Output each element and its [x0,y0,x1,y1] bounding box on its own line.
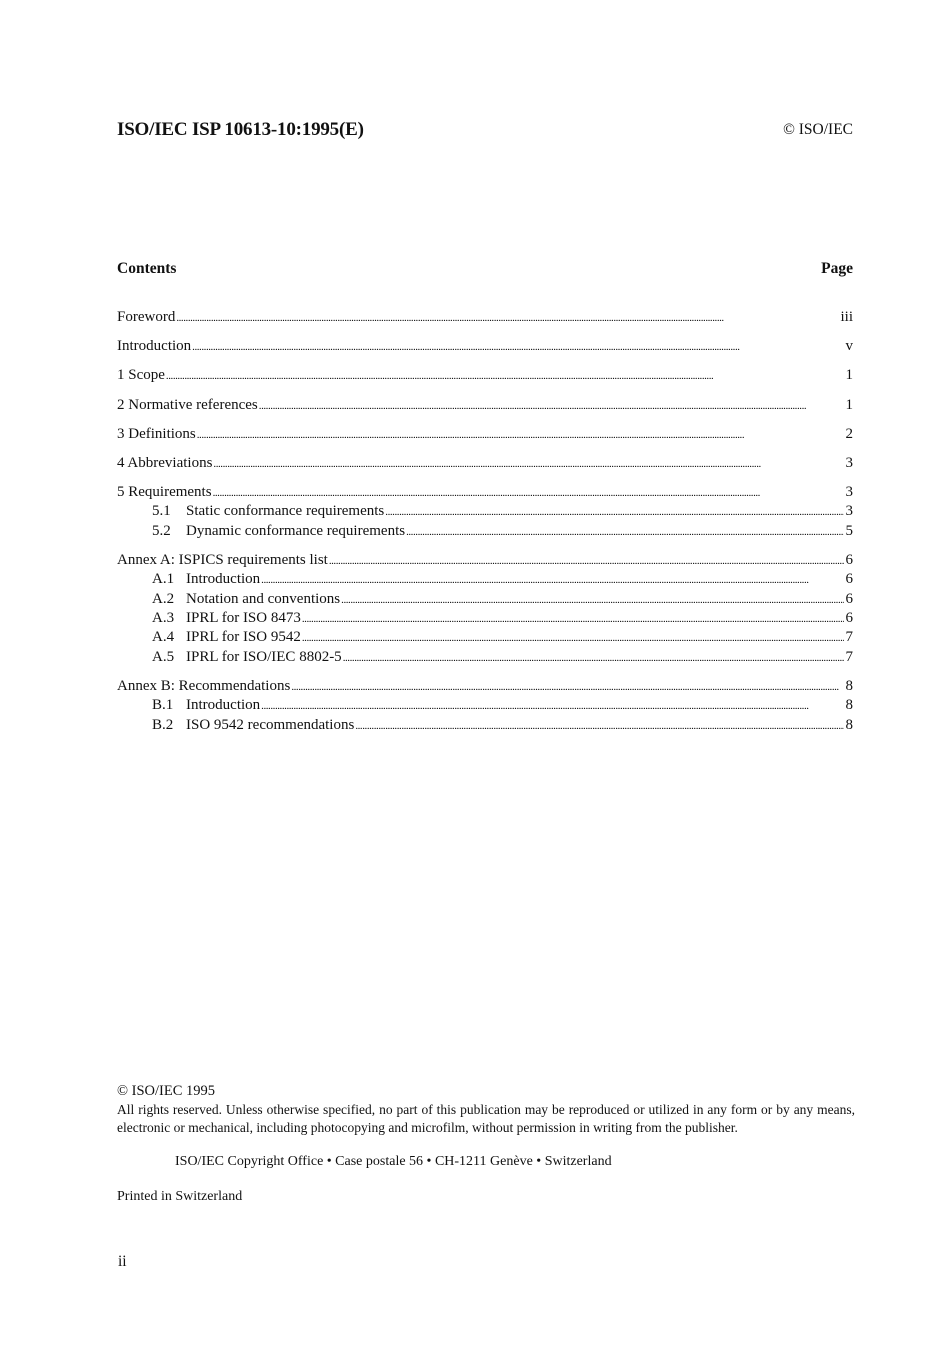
toc-entry-page: 6 [845,571,853,587]
toc-entry-title: IPRL for ISO 9542 [186,629,301,645]
dot-leader [343,648,844,666]
toc-entry-title: Annex B: Recommendations [117,678,291,694]
toc-entry-page: 1 [845,367,853,383]
dot-leader [192,337,844,355]
toc-entry[interactable] [117,306,853,326]
toc-entry-page: 6 [845,552,853,568]
toc-entry-page: 8 [845,678,853,694]
toc-entry-page: 5 [845,523,853,539]
dot-leader [261,570,844,588]
document-id: ISO/IEC ISP 10613-10:1995(E) [117,119,364,140]
toc-entry[interactable] [152,626,853,646]
toc-entry-title: Introduction [186,571,261,587]
dot-leader [329,551,844,569]
toc-entry[interactable] [117,481,853,501]
toc-entry-page: 7 [845,649,853,665]
toc-entry-title: 1 Scope [117,367,165,383]
dot-leader [176,308,839,326]
toc-entry[interactable] [152,646,853,666]
toc-entry[interactable] [117,423,853,443]
contents-heading: Contents [117,260,177,277]
dot-leader [355,716,844,734]
dot-leader [385,502,844,520]
toc-entry[interactable] [152,607,853,627]
page-column-heading: Page [821,260,853,277]
toc-entry-page: 2 [845,426,853,442]
toc-entry[interactable] [152,520,853,540]
dot-leader [213,483,844,501]
toc-entry-number: A.5 [152,649,175,665]
toc-entry[interactable] [117,675,853,695]
toc-entry-title: 3 Definitions [117,426,196,442]
toc-entry-title: IPRL for ISO 8473 [186,610,301,626]
toc-entry[interactable] [117,452,853,472]
toc-entry-page: v [845,338,853,354]
dot-leader [259,396,844,414]
toc-entry[interactable] [152,568,853,588]
toc-entry-page: 1 [845,397,853,413]
toc-entry-number: B.1 [152,697,174,713]
toc-entry-number: 5.2 [152,523,171,539]
toc-entry-page: 3 [845,484,853,500]
dot-leader [291,677,844,695]
toc-entry-title: 4 Abbreviations [117,455,213,471]
dot-leader [213,454,844,472]
toc-entry-title: ISO 9542 recommendations [186,717,355,733]
toc-entry-number: A.3 [152,610,175,626]
printed-in: Printed in Switzerland [117,1189,243,1204]
toc-entry-page: 6 [845,610,853,626]
toc-entry[interactable] [152,714,853,734]
toc-entry[interactable] [117,394,853,414]
toc-entry-title: IPRL for ISO/IEC 8802-5 [186,649,342,665]
dot-leader [261,696,844,714]
dot-leader [166,366,844,384]
toc-entry-page: 6 [845,591,853,607]
toc-entry-title: Introduction [117,338,192,354]
header-copyright: © ISO/IEC [783,121,853,138]
toc-entry[interactable] [117,364,853,384]
toc-entry[interactable] [117,335,853,355]
dot-leader [302,609,844,627]
toc-entry-page: 8 [845,717,853,733]
toc-entry-title: 2 Normative references [117,397,258,413]
toc-entry-page: 3 [845,455,853,471]
dot-leader [341,590,844,608]
toc-entry-page: iii [840,309,853,325]
toc-entry-number: B.2 [152,717,174,733]
toc-header [117,260,853,278]
toc-entry-number: 5.1 [152,503,171,519]
toc-entry-title: Annex A: ISPICS requirements list [117,552,328,568]
footer-copyright: © ISO/IEC 1995 [117,1083,216,1099]
toc-entry[interactable] [152,588,853,608]
toc-entry-title: Dynamic conformance requirements [186,523,406,539]
toc-entry-number: A.2 [152,591,175,607]
toc-entry-title: Static conformance requirements [186,503,385,519]
page-number: ii [118,1253,127,1270]
toc-entry[interactable] [152,694,853,714]
toc-entry-title: Foreword [117,309,176,325]
toc-entry[interactable] [117,549,853,569]
toc-entry-page: 3 [845,503,853,519]
toc-entry-title: Notation and conventions [186,591,341,607]
toc-entry-title: Introduction [186,697,261,713]
toc-entry-title: 5 Requirements [117,484,212,500]
dot-leader [406,522,844,540]
copyright-office-address: ISO/IEC Copyright Office • Case postale 56 • CH-1211 Genève • Switzerland [175,1154,612,1169]
dot-leader [302,628,844,646]
toc-entry-page: 7 [845,629,853,645]
toc-entry-page: 8 [845,697,853,713]
toc-entry[interactable] [152,500,853,520]
dot-leader [197,425,844,443]
rights-notice: All rights reserved. Unless otherwise specified, no part of this publication may be reproduced or utilized in any form or by any means, electronic or mechanical, including photocopying and microfilm, without permission in writing from the publisher. [117,1102,855,1135]
toc-entry-number: A.1 [152,571,175,587]
toc-entry-number: A.4 [152,629,175,645]
